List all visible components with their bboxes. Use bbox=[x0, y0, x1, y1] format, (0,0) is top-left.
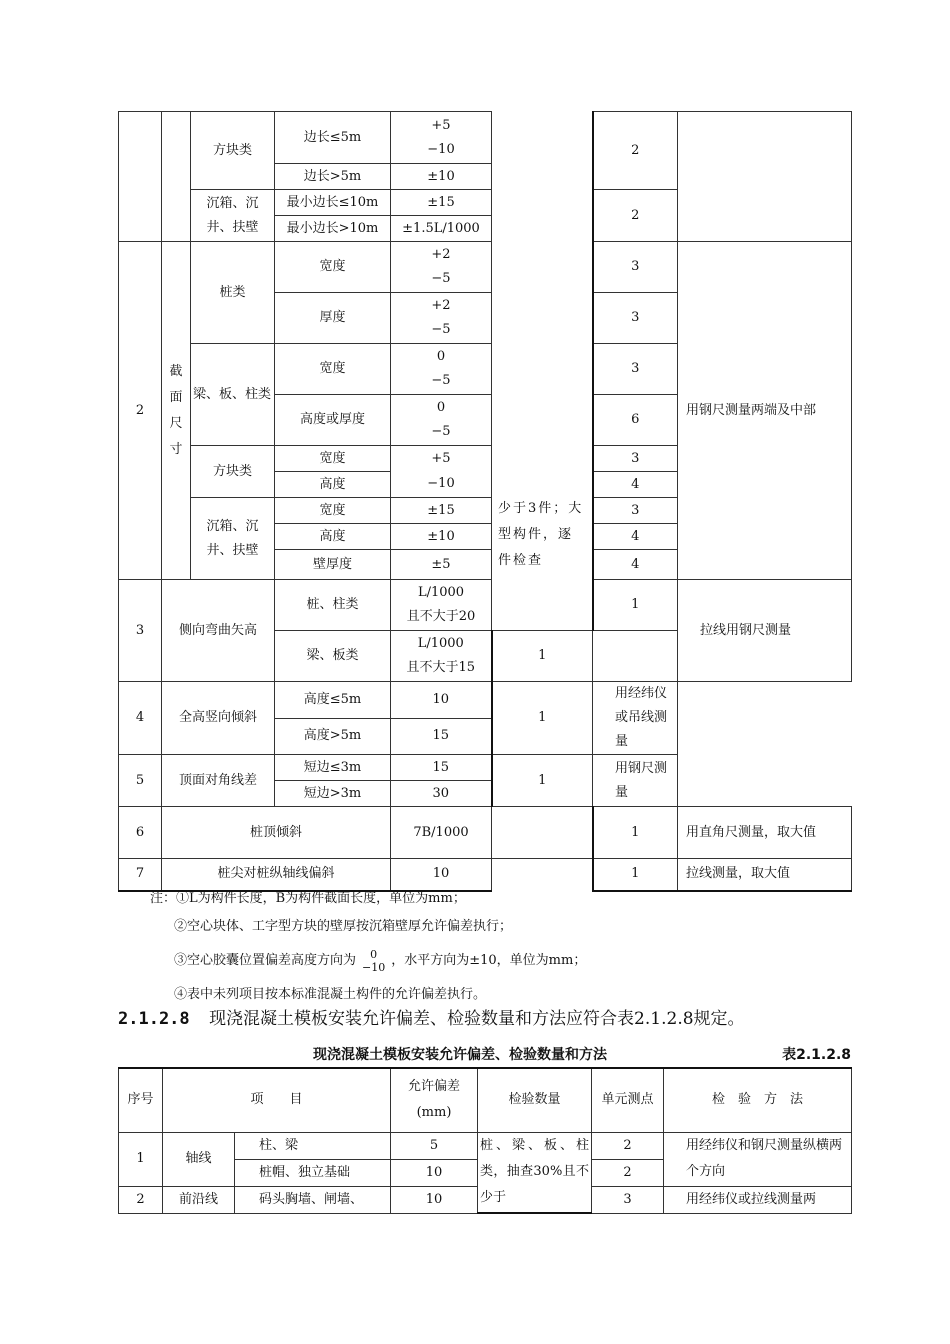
tolerance: 15 bbox=[391, 755, 492, 781]
item: 高度>5m bbox=[275, 718, 391, 755]
tolerance-table-2 bbox=[118, 1067, 852, 1214]
row-number: 3 bbox=[119, 580, 162, 682]
tolerance: +5 bbox=[391, 446, 492, 472]
note-2: ②空心块体、工字型方块的壁厚按沉箱壁厚允许偏差执行； bbox=[174, 919, 513, 934]
method: 用经纬仪或吊线测量 bbox=[593, 682, 678, 755]
cell-blank bbox=[119, 112, 162, 242]
item: 码头胸墙、闸墙、 bbox=[235, 1186, 391, 1213]
item: 宽度 bbox=[275, 498, 391, 524]
item: 梁、板类 bbox=[275, 631, 391, 682]
tolerance: 30 bbox=[391, 781, 492, 807]
inspection-quantity: 少于3件；大型构件，逐件检查 bbox=[498, 496, 586, 574]
points: 2 bbox=[593, 112, 678, 190]
note-3: ③空心胶囊位置偏差高度方向为 0 −10 ，水平方向为±10，单位为mm； bbox=[174, 947, 587, 974]
category: 侧向弯曲矢高 bbox=[162, 580, 275, 682]
method: 用经纬仪或拉线测量两 bbox=[664, 1186, 852, 1213]
inspection-quantity: 桩、梁、板、柱类，抽查30%且不少于 bbox=[478, 1132, 592, 1213]
category: 顶面对角线差 bbox=[162, 755, 275, 807]
caption-label: 表2.1.2.8 bbox=[782, 1047, 851, 1063]
item: 最小边长>10m bbox=[275, 216, 391, 242]
tolerance: 15 bbox=[391, 718, 492, 755]
row-number: 1 bbox=[119, 1132, 163, 1186]
tolerance: ±1.5L/1000 bbox=[391, 216, 492, 242]
note-4: ④表中未列项目按本标准混凝土构件的允许偏差执行。 bbox=[174, 987, 487, 1002]
tolerance: 10 bbox=[391, 1186, 478, 1213]
points: 3 bbox=[593, 446, 678, 472]
item: 宽度 bbox=[275, 242, 391, 293]
item: 短边>3m bbox=[275, 781, 391, 807]
caption-title: 现浇混凝土模板安装允许偏差、检验数量和方法 bbox=[313, 1047, 607, 1063]
tolerance: 0 −5 bbox=[391, 395, 492, 446]
points: 1 bbox=[492, 631, 593, 682]
method: 拉线用钢尺测量 bbox=[678, 580, 852, 682]
header-tolerance: 允许偏差 (mm) bbox=[391, 1068, 478, 1132]
tolerance: ±10 bbox=[391, 164, 492, 190]
cell-blank bbox=[678, 112, 852, 242]
method: 用钢尺测量两端及中部 bbox=[678, 242, 852, 580]
category: 桩顶倾斜 bbox=[162, 807, 391, 859]
tolerance: 10 bbox=[391, 682, 492, 719]
tolerance: 0 −5 bbox=[391, 344, 492, 395]
row-number: 7 bbox=[119, 859, 162, 891]
points: 1 bbox=[593, 580, 678, 631]
row-number: 5 bbox=[119, 755, 162, 807]
tolerance: +5 −10 bbox=[391, 112, 492, 164]
tolerance: L/1000 且不大于20 bbox=[391, 580, 492, 631]
item: 桩帽、独立基础 bbox=[235, 1159, 391, 1186]
method: 拉线测量，取大值 bbox=[678, 859, 852, 891]
points: 1 bbox=[593, 807, 678, 859]
points: 3 bbox=[592, 1186, 664, 1213]
points: 2 bbox=[593, 190, 678, 242]
subcategory: 桩类 bbox=[191, 242, 275, 344]
item: 高度 bbox=[275, 472, 391, 498]
item: 边长≤5m bbox=[275, 112, 391, 164]
points: 3 bbox=[593, 498, 678, 524]
subcategory: 方块类 bbox=[191, 446, 275, 498]
item: 边长>5m bbox=[275, 164, 391, 190]
header-item: 项 目 bbox=[163, 1068, 391, 1132]
method: 用经纬仪和钢尺测量纵横两个方向 bbox=[664, 1132, 852, 1186]
row-number: 2 bbox=[119, 242, 162, 580]
header-method: 检 验 方 法 bbox=[664, 1068, 852, 1132]
item: 宽度 bbox=[275, 344, 391, 395]
points: 4 bbox=[593, 524, 678, 550]
row-number: 4 bbox=[119, 682, 162, 755]
tolerance: L/1000 且不大于15 bbox=[391, 631, 492, 682]
item: 桩、柱类 bbox=[275, 580, 391, 631]
cell-blank bbox=[492, 807, 593, 859]
item: 高度≤5m bbox=[275, 682, 391, 719]
tolerance: +2 −5 bbox=[391, 293, 492, 344]
tolerance: ±15 bbox=[391, 190, 492, 216]
category: 桩尖对桩纵轴线偏斜 bbox=[162, 859, 391, 891]
item: 高度或厚度 bbox=[275, 395, 391, 446]
tolerance: 10 bbox=[391, 859, 492, 891]
points: 4 bbox=[593, 472, 678, 498]
points: 2 bbox=[592, 1132, 664, 1159]
points: 6 bbox=[593, 395, 678, 446]
method: 用直角尺测量，取大值 bbox=[678, 807, 852, 859]
category: 截面尺寸 bbox=[162, 242, 191, 580]
points: 4 bbox=[593, 550, 678, 580]
subcategory: 梁、板、柱类 bbox=[191, 344, 275, 446]
table-notes bbox=[150, 885, 586, 1009]
fraction: 0 −10 bbox=[362, 947, 386, 974]
subcategory: 沉箱、沉井、扶壁 bbox=[191, 190, 275, 242]
category: 全高竖向倾斜 bbox=[162, 682, 275, 755]
item: 高度 bbox=[275, 524, 391, 550]
tolerance-table-1 bbox=[118, 111, 852, 892]
item: 柱、梁 bbox=[235, 1132, 391, 1159]
tolerance: ±10 bbox=[391, 524, 492, 550]
header-quantity: 检验数量 bbox=[478, 1068, 592, 1132]
subcategory: 沉箱、沉井、扶壁 bbox=[191, 498, 275, 580]
tolerance: 5 bbox=[391, 1132, 478, 1159]
subcategory: 方块类 bbox=[191, 112, 275, 190]
category: 轴线 bbox=[163, 1132, 235, 1186]
tolerance: ±5 bbox=[391, 550, 492, 580]
points: 3 bbox=[593, 344, 678, 395]
method: 用钢尺测量 bbox=[593, 755, 678, 807]
item: 最小边长≤10m bbox=[275, 190, 391, 216]
item: 宽度 bbox=[275, 446, 391, 472]
points: 1 bbox=[492, 755, 593, 807]
points: 1 bbox=[593, 859, 678, 891]
tolerance: 10 bbox=[391, 1159, 478, 1186]
cell-blank bbox=[162, 112, 191, 242]
row-number: 2 bbox=[119, 1186, 163, 1213]
item: 厚度 bbox=[275, 293, 391, 344]
tolerance: −10 bbox=[391, 472, 492, 498]
points: 3 bbox=[593, 242, 678, 293]
row-number: 6 bbox=[119, 807, 162, 859]
points: 1 bbox=[492, 682, 593, 755]
tolerance: ±15 bbox=[391, 498, 492, 524]
note-1: 注：①L为构件长度，B为构件截面长度，单位为mm； bbox=[150, 891, 466, 906]
category: 前沿线 bbox=[163, 1186, 235, 1213]
header-points: 单元测点 bbox=[592, 1068, 664, 1132]
points: 3 bbox=[593, 293, 678, 344]
item: 壁厚度 bbox=[275, 550, 391, 580]
section-heading: 2.1.2.8 现浇混凝土模板安装允许偏差、检验数量和方法应符合表2.1.2.8规定。 bbox=[118, 1009, 745, 1029]
item: 短边≤3m bbox=[275, 755, 391, 781]
tolerance: 7B/1000 bbox=[391, 807, 492, 859]
header-no: 序号 bbox=[119, 1068, 163, 1132]
tolerance: +2 −5 bbox=[391, 242, 492, 293]
points: 2 bbox=[592, 1159, 664, 1186]
